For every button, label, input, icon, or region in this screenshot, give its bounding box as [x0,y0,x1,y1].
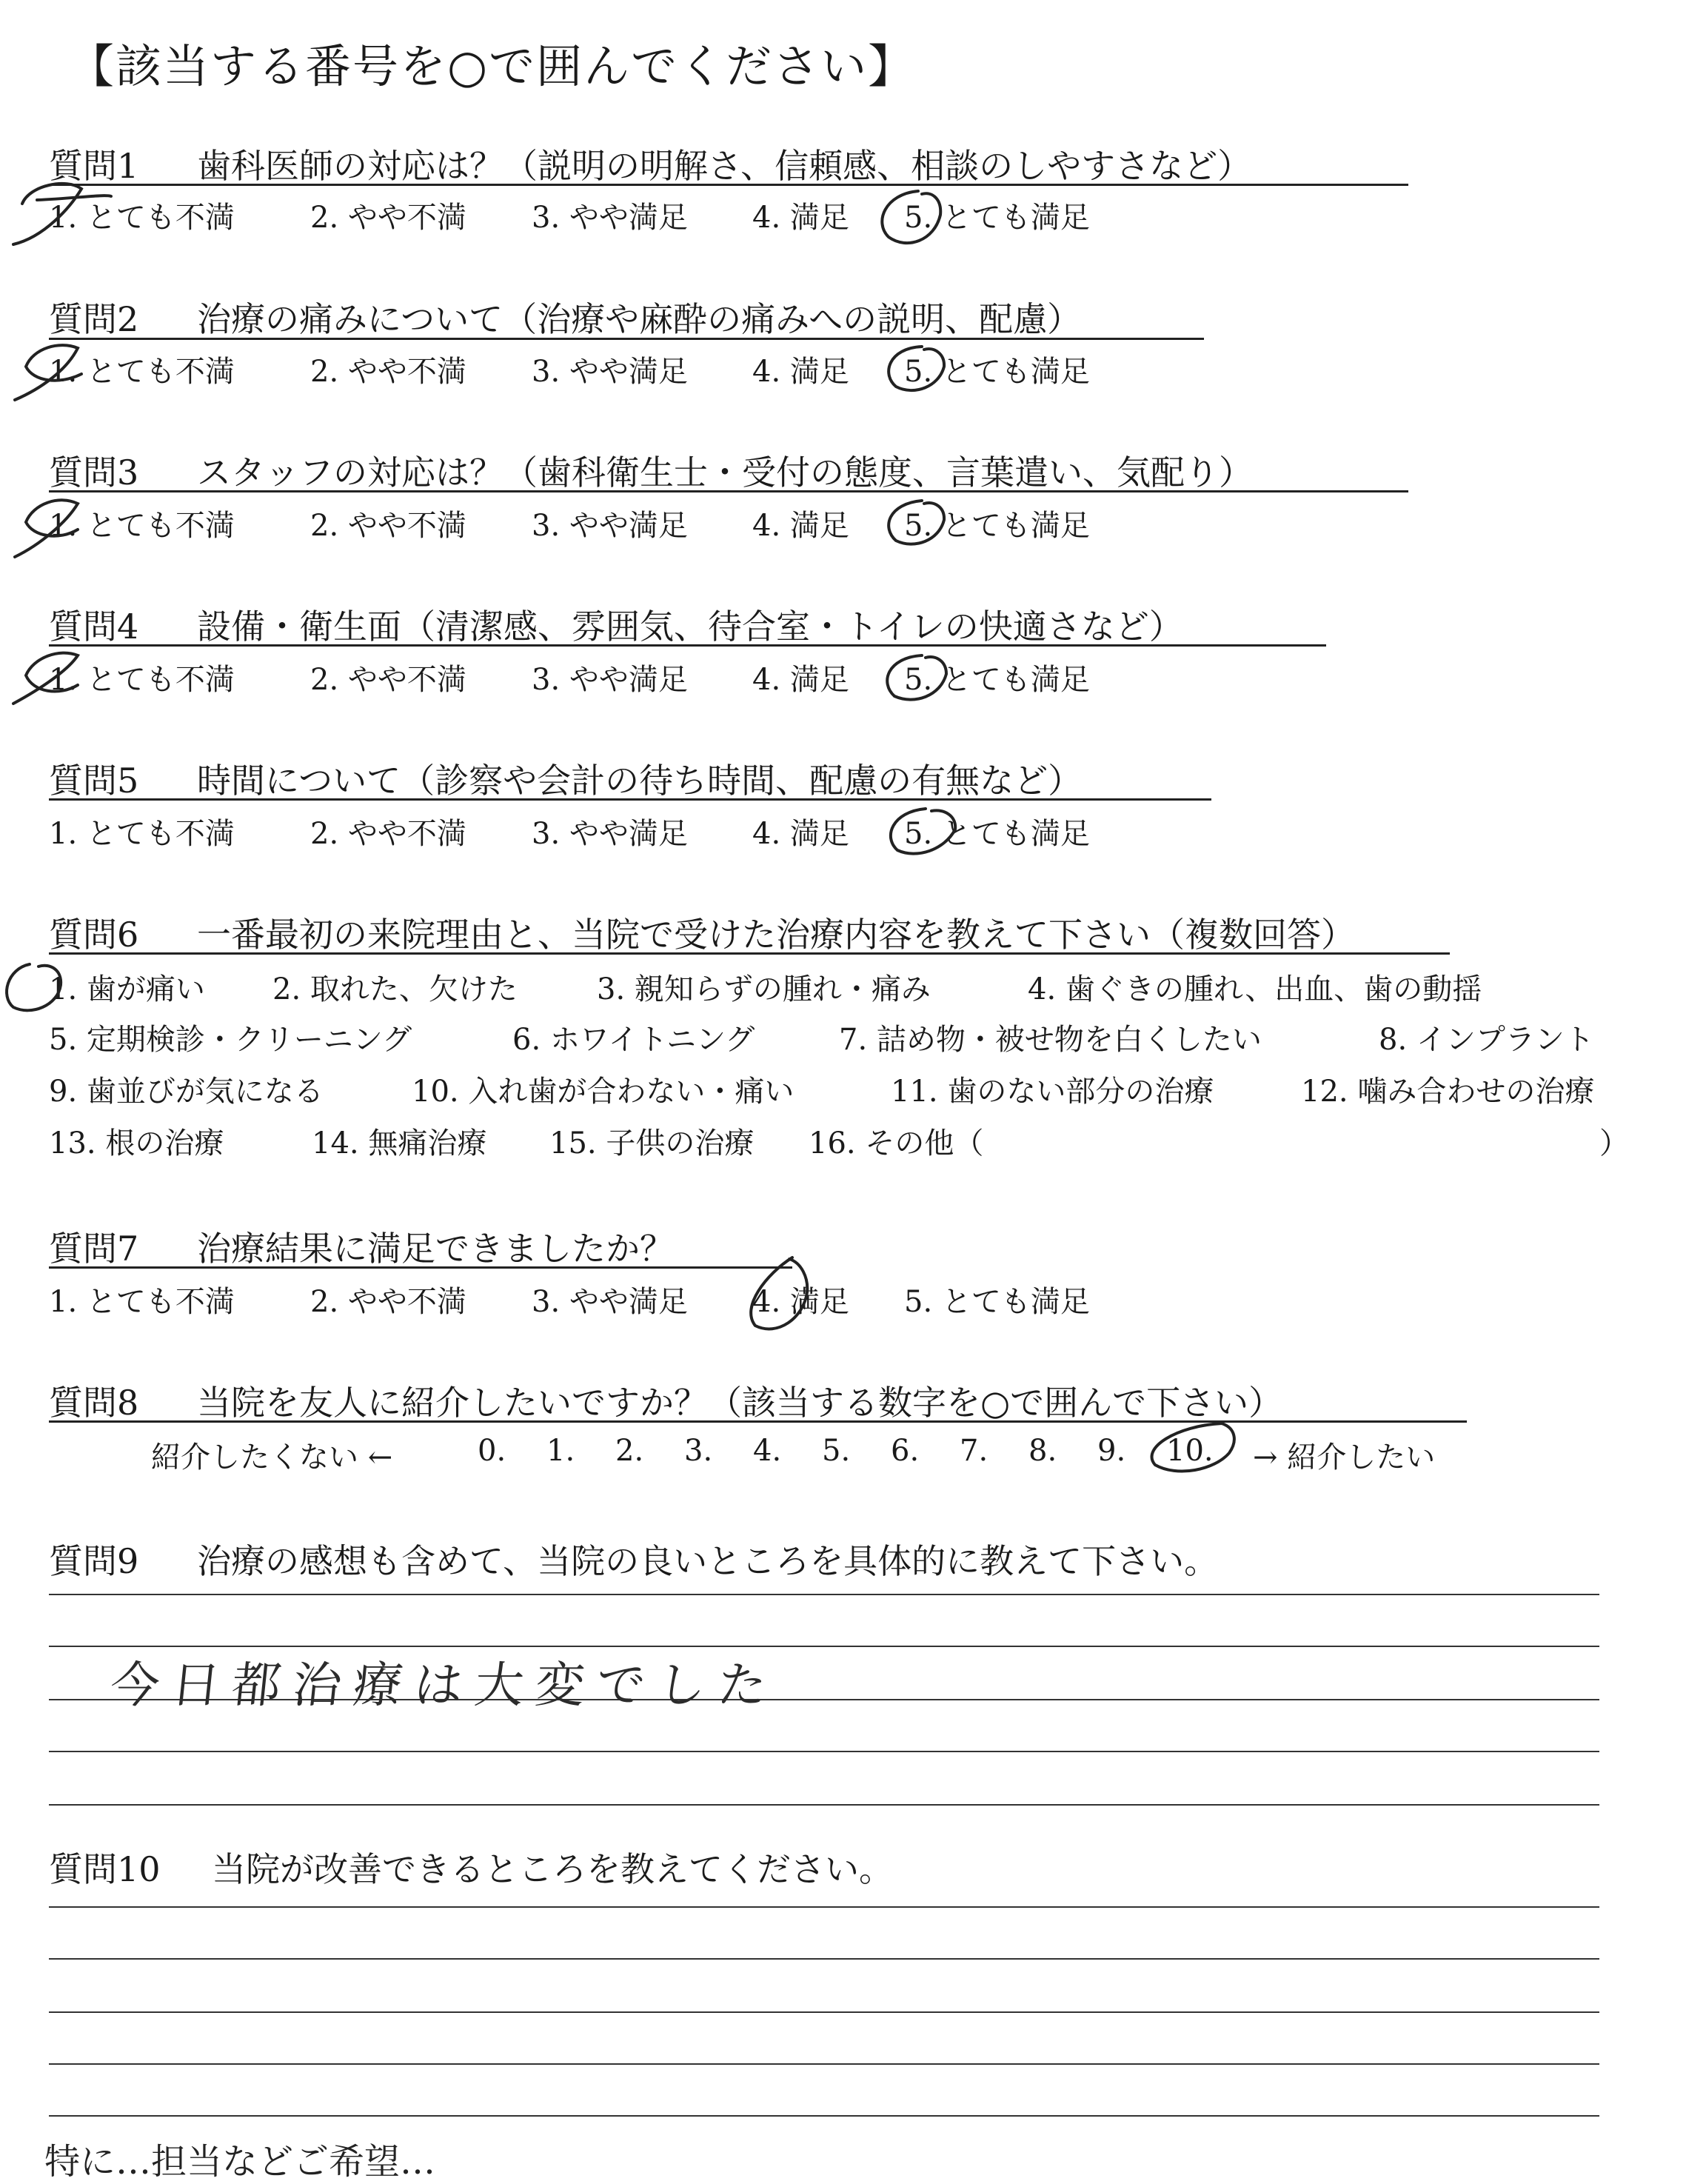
question-10-title [49,1843,893,1891]
q6-option-10[interactable]: 10. 入れ歯が合わない・痛い [412,1075,795,1109]
q2-option-4[interactable]: 4. 満足 [752,355,849,389]
q6-option-3[interactable]: 3. 親知らずの腫れ・痛み [597,972,931,1006]
q6-option-1[interactable]: 1. 歯が痛い [49,972,205,1006]
q7-option-1[interactable]: 1. とても不満 [49,1285,235,1319]
q8-number-5[interactable]: 5. [822,1434,851,1468]
question-3-title [49,446,1253,495]
q6-option-7[interactable]: 7. 詰め物・被せ物を白くしたい [839,1023,1262,1057]
question-1-text: 歯科医師の対応は？（説明の明解さ、信頼感、相談のしやすさなど） [197,146,1252,186]
q6-option-8[interactable]: 8. インプラント [1379,1023,1594,1057]
question-5-title [49,754,1082,803]
question-4-text: 設備・衛生面（清潔感、雰囲気、待合室・トイレの快適さなど） [197,607,1183,647]
q8-number-2[interactable]: 2. [615,1434,644,1468]
question-5-text: 時間について（診察や会計の待ち時間、配慮の有無など） [197,761,1083,801]
footer-partial-text: 特に…担当などご希望… [44,2141,436,2183]
q8-number-1[interactable]: 1. [546,1434,575,1468]
q4-option-1[interactable]: 1. とても不満 [49,663,235,697]
q1-option-1[interactable]: 1. とても不満 [49,201,235,235]
q7-option-3[interactable]: 3. やや満足 [532,1285,688,1319]
q8-number-3[interactable]: 3. [684,1434,713,1468]
q7-option-2[interactable]: 2. やや不満 [310,1285,466,1319]
question-7-underline [49,1266,792,1269]
q6-option-13[interactable]: 13. 根の治療 [49,1126,224,1161]
q2-option-2[interactable]: 2. やや不満 [310,355,466,389]
q6-option-4[interactable]: 4. 歯ぐきの腫れ、出血、歯の動揺 [1028,972,1482,1006]
q6-option-11[interactable]: 11. 歯のない部分の治療 [891,1075,1214,1109]
q9-answer-line-1[interactable] [49,1594,1599,1595]
q1-option-3[interactable]: 3. やや満足 [532,201,688,235]
q4-option-2[interactable]: 2. やや不満 [310,663,466,697]
question-10-label: 質問10 [49,1849,161,1889]
question-3-underline [49,490,1408,492]
q6-option-15[interactable]: 15. 子供の治療 [549,1126,755,1161]
q8-number-6[interactable]: 6. [891,1434,920,1468]
question-7-label: 質問7 [49,1229,139,1269]
question-6-title [49,908,1355,957]
q10-answer-line-3[interactable] [49,2011,1599,2013]
q5-option-5[interactable]: 5. とても満足 [904,817,1090,851]
question-4-title [49,600,1183,649]
q8-number-10[interactable]: 10. [1166,1434,1214,1468]
q8-number-0[interactable]: 0. [478,1434,506,1468]
question-4-underline [49,644,1326,647]
q3-option-1[interactable]: 1. とても不満 [49,509,235,543]
q10-answer-line-4[interactable] [49,2063,1599,2065]
page-title: 【該当する番号を○で囲んでください】 [68,39,916,93]
q8-number-7[interactable]: 7. [960,1434,989,1468]
q2-option-1[interactable]: 1. とても不満 [49,355,235,389]
q6-option-14[interactable]: 14. 無痛治療 [312,1126,487,1161]
question-7-text: 治療結果に満足できましたか？ [197,1229,674,1269]
q5-option-3[interactable]: 3. やや満足 [532,817,688,851]
question-4-label: 質問4 [49,607,139,647]
q4-option-3[interactable]: 3. やや満足 [532,663,688,697]
question-8-underline [49,1420,1467,1423]
q7-option-5[interactable]: 5. とても満足 [904,1285,1090,1319]
q2-option-5[interactable]: 5. とても満足 [904,355,1090,389]
q3-option-2[interactable]: 2. やや不満 [310,509,466,543]
q5-option-2[interactable]: 2. やや不満 [310,817,466,851]
q6-other-close-paren: ） [1599,1126,1629,1161]
q5-option-4[interactable]: 4. 満足 [752,817,849,851]
question-1-label: 質問1 [49,146,139,186]
q3-option-4[interactable]: 4. 満足 [752,509,849,543]
q6-option-5[interactable]: 5. 定期検診・クリーニング [49,1023,412,1057]
q8-number-4[interactable]: 4. [753,1434,782,1468]
question-10-text: 当院が改善できるところを教えてください。 [212,1849,893,1889]
q3-option-5[interactable]: 5. とても満足 [904,509,1090,543]
q6-option-2[interactable]: 2. 取れた、欠けた [272,972,518,1006]
question-2-underline [49,338,1204,340]
q6-option-9[interactable]: 9. 歯並びが気になる [49,1075,324,1109]
question-1-title [49,139,1251,188]
q8-number-9[interactable]: 9. [1097,1434,1126,1468]
question-8-text: 当院を友人に紹介したいですか？（該当する数字を○で囲んで下さい） [197,1383,1283,1423]
question-3-label: 質問3 [49,453,139,492]
question-1-underline [49,184,1408,186]
q7-option-4[interactable]: 4. 満足 [752,1285,849,1319]
question-6-text: 一番最初の来院理由と、当院で受けた治療内容を教えて下さい（複数回答） [197,915,1355,955]
question-8-label: 質問8 [49,1383,139,1423]
q5-option-1[interactable]: 1. とても不満 [49,817,235,851]
question-2-text: 治療の痛みについて（治療や麻酔の痛みへの説明、配慮） [197,299,1082,339]
question-8-title [49,1376,1282,1425]
q10-answer-line-5[interactable] [49,2115,1599,2117]
q8-right-label: → 紹介したい [1253,1440,1436,1475]
q9-answer-line-5[interactable] [49,1804,1599,1806]
q1-option-4[interactable]: 4. 満足 [752,201,849,235]
question-3-text: スタッフの対応は？（歯科衛生士・受付の態度、言葉遣い、気配り） [197,453,1253,492]
q6-option-16[interactable]: 16. その他（ [809,1126,984,1161]
q8-number-8[interactable]: 8. [1028,1434,1057,1468]
question-5-label: 質問5 [49,761,139,801]
q9-handwritten-answer: 今日都治療は大変でした [107,1657,782,1714]
q1-option-2[interactable]: 2. やや不満 [310,201,466,235]
q4-option-5[interactable]: 5. とても満足 [904,663,1090,697]
question-9-label: 質問9 [49,1541,139,1581]
q1-option-5[interactable]: 5. とても満足 [904,201,1090,235]
q4-option-4[interactable]: 4. 満足 [752,663,849,697]
question-9-title [49,1535,1218,1583]
question-5-underline [49,798,1211,801]
question-7-title [49,1222,674,1271]
question-2-title [49,293,1081,341]
q6-option-12[interactable]: 12. 噛み合わせの治療 [1301,1075,1595,1109]
q10-answer-line-2[interactable] [49,1958,1599,1960]
q2-option-3[interactable]: 3. やや満足 [532,355,688,389]
q10-answer-line-1[interactable] [49,1906,1599,1908]
q8-left-label: 紹介したくない ← [151,1440,393,1475]
question-2-label: 質問2 [49,299,139,339]
q9-answer-line-4[interactable] [49,1751,1599,1752]
q6-option-6[interactable]: 6. ホワイトニング [512,1023,755,1057]
question-6-underline [49,952,1450,955]
question-6-label: 質問6 [49,915,139,955]
q3-option-3[interactable]: 3. やや満足 [532,509,688,543]
question-9-text: 治療の感想も含めて、当院の良いところを具体的に教えて下さい。 [197,1541,1219,1581]
